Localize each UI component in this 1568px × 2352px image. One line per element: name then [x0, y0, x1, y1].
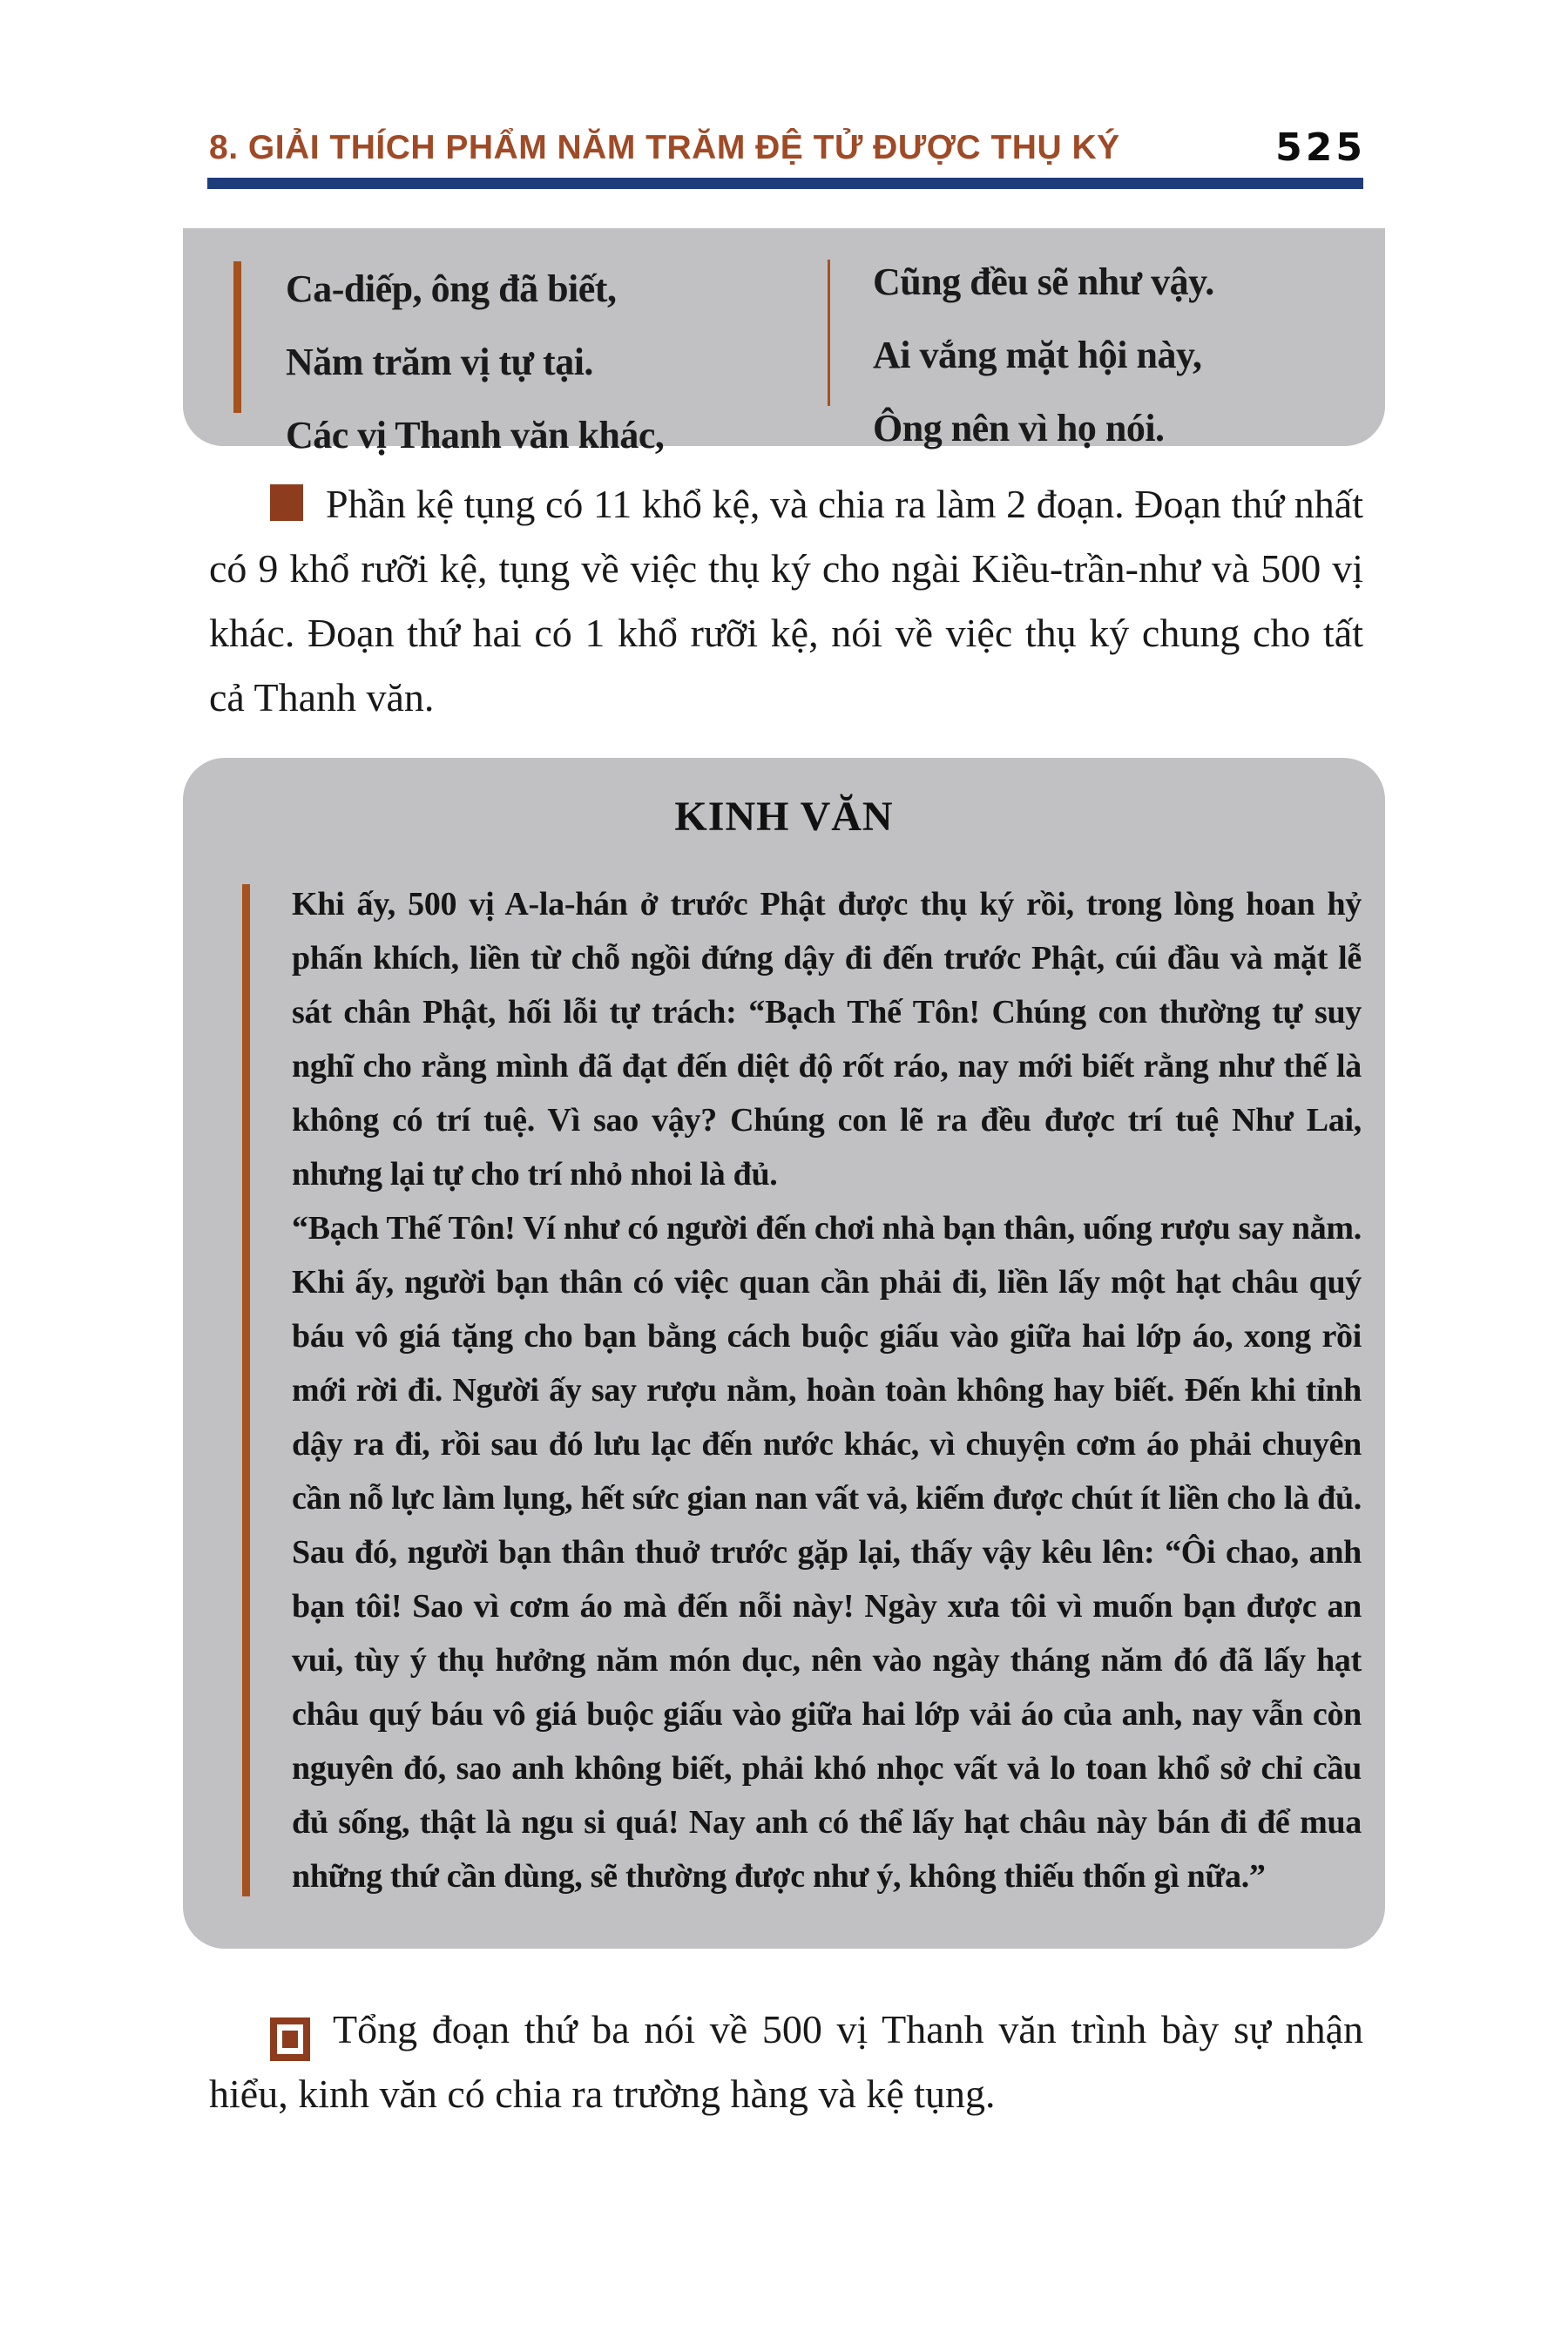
verse-line: Ca-diếp, ông đã biết,: [286, 267, 617, 310]
kinh-van-box: [183, 758, 1385, 1949]
kinh-van-body: [183, 877, 1385, 1903]
solid-square-bullet-icon: [270, 484, 303, 521]
verse-line: Cũng đều sẽ như vậy.: [873, 260, 1214, 303]
verse-column-separator: [828, 260, 830, 406]
kinh-van-paragraph-1: Khi ấy, 500 vị A-la-hán ở trước Phật được thụ ký rồi, trong lòng hoan hỷ phấn khích, liền từ chỗ ngồi đứng dậy đi đến trước Phật, cúi đầu và mặt lễ sát chân Phật, hối lỗi tự trách: “Bạch Thế Tôn! Chúng con thường tự suy nghĩ cho rằng mình đã đạt đến diệt độ rốt ráo, nay mới biết rằng như thế là không có trí tuệ. Vì sao vậy? Chúng con lẽ ra đều được trí tuệ Như Lai, nhưng lại tự cho trí nhỏ nhoi là đủ.: [292, 886, 1362, 1193]
nested-square-bullet-icon: [270, 2017, 310, 2061]
nested-square-bullet-inner: [282, 2031, 298, 2048]
kinh-van-title: KINH VĂN: [674, 794, 894, 840]
commentary-paragraph-1: [209, 472, 1363, 730]
commentary-1-text: Phần kệ tụng có 11 khổ kệ, và chia ra làm 2 đoạn. Đoạn thứ nhất có 9 khổ rưỡi kệ, tụng về việc thụ ký cho ngài Kiều-trần-như và 500 vị khác. Đoạn thứ hai có 1 khổ rưỡi kệ, nói về việc thụ ký chung cho tất cả Thanh văn.: [209, 482, 1363, 720]
kinh-van-paragraph-2: “Bạch Thế Tôn! Ví như có người đến chơi nhà bạn thân, uống rượu say nằm. Khi ấy, người bạn thân có việc quan cần phải đi, liền lấy một hạt châu quý báu vô giá tặng cho bạn bằng cách buộc giấu vào giữa hai lớp áo, xong rồi mới rời đi. Người ấy say rượu nằm, hoàn toàn không hay biết. Đến khi tỉnh dậy ra đi, rồi sau đó lưu lạc đến nước khác, vì chuyện cơm áo phải chuyên cần nỗ lực làm lụng, hết sức gian nan vất vả, kiếm được chút ít liền cho là đủ. Sau đó, người bạn thân thuở trước gặp lại, thấy vậy kêu lên: “Ôi chao, anh bạn tôi! Sao vì cơm áo mà đến nỗi này! Ngày xưa tôi vì muốn bạn được an vui, tùy ý thụ hưởng năm món dục, nên vào ngày tháng năm đó đã lấy hạt châu quý báu vô giá buộc giấu vào giữa hai lớp vải áo của anh, nay vẫn còn nguyên đó, sao anh không biết, phải khó nhọc vất vả lo toan khổ sở chỉ cầu đủ sống, thật là ngu si quá! Nay anh có thể lấy hạt châu này bán đi để mua những thứ cần dùng, sẽ thường được như ý, không thiếu thốn gì nữa.”: [292, 1210, 1362, 1895]
verse-line: Ông nên vì họ nói.: [873, 407, 1165, 449]
commentary-paragraph-2: [209, 1997, 1363, 2126]
header-rule: [207, 178, 1363, 189]
page-number: 525: [1275, 125, 1366, 170]
commentary-2-text: Tổng đoạn thứ ba nói về 500 vị Thanh văn trình bày sự nhận hiểu, kinh văn có chia ra trường hàng và kệ tụng.: [209, 2007, 1363, 2116]
chapter-title: 8. GIẢI THÍCH PHẨM NĂM TRĂM ĐỆ TỬ ĐƯỢC THỤ KÝ: [209, 129, 1120, 166]
verse-line: Ai vắng mặt hội này,: [873, 334, 1202, 376]
verse-column-right: [873, 246, 1214, 465]
verse-column-left: [286, 253, 664, 472]
verse-line: Năm trăm vị tự tại.: [286, 341, 593, 383]
kinh-van-accent-bar: [242, 884, 250, 1896]
verse-box: [183, 228, 1385, 456]
verse-accent-bar: [233, 261, 241, 413]
page-header: [209, 125, 1366, 170]
verse-line: Các vị Thanh văn khác,: [286, 414, 665, 456]
